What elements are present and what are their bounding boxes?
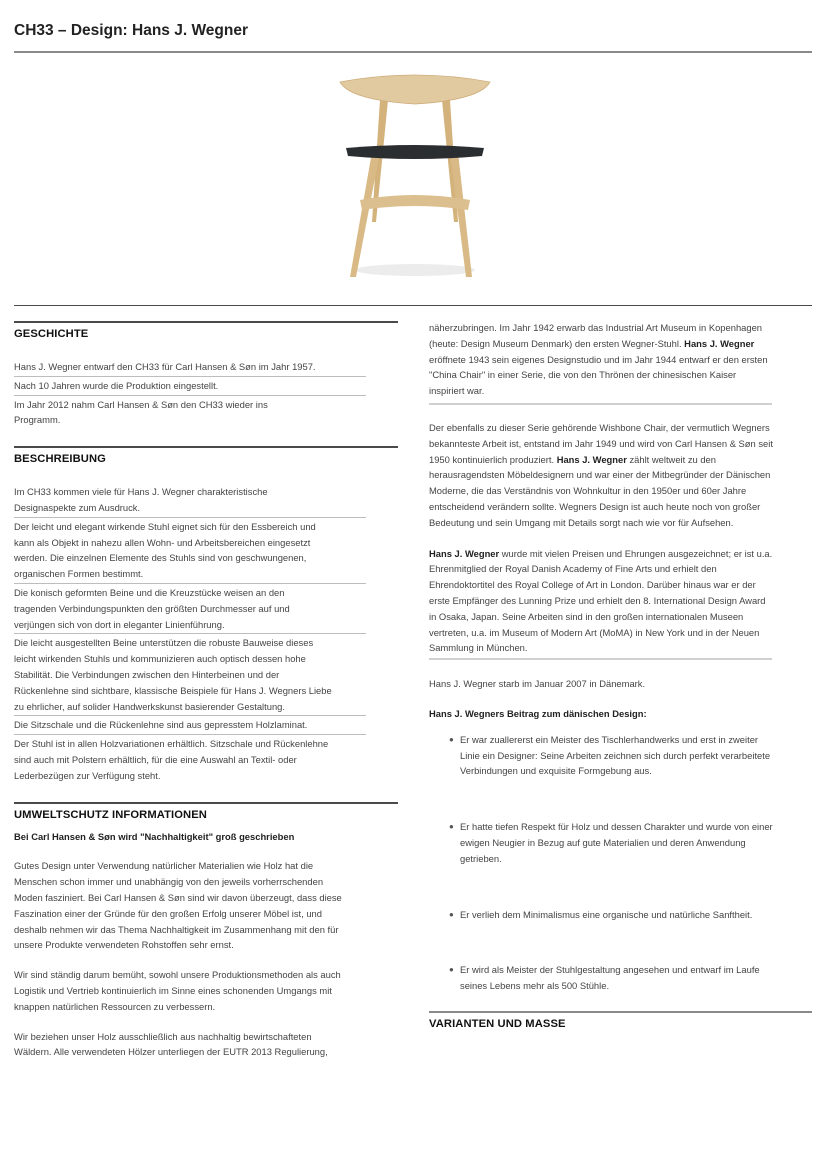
left-column <box>14 321 398 1060</box>
section-heading: BESCHREIBUNG <box>14 453 106 466</box>
page-title: CH33 – Design: Hans J. Wegner <box>14 22 249 39</box>
list-item-text: Er war zuallererst ein Meister des Tischlerhandwerks und erst in zweiter Linie ein Designer: Seine Arbeiten zeichnen sich durch perfekt verarbeitete Verbindungen und exquisite Formgebung aus. <box>460 733 771 777</box>
history-item: Im Jahr 2012 nahm Carl Hansen & Søn den CH33 wieder ins Programm. <box>14 398 268 426</box>
section-beschreibung <box>14 446 398 784</box>
list-item <box>429 907 774 923</box>
designer-text: eröffnete 1943 sein eigenes Designstudio und im Jahr 1944 entwarf er den ersten "China Chair" in einer Serie, die von den Thrönen der chinesischen Kaiser inspiriert war. <box>429 353 768 397</box>
designer-name: Hans J. Wegner <box>556 453 627 465</box>
list-item-text: Er hatte tiefen Respekt für Holz und dessen Charakter und wurde von einer ewigen Neugier in Bezug auf gute Materialien und deren Anwendung getrieben. <box>460 821 773 864</box>
right-column <box>429 320 774 1030</box>
designer-paragraph <box>429 546 774 657</box>
section-rule <box>429 1011 812 1013</box>
section-heading: UMWELTSCHUTZ INFORMATIONEN <box>14 808 207 821</box>
floor-shadow <box>355 264 475 276</box>
description-item: Die konisch geformten Beine und die Kreuzstücke weisen an den tragenden Verbindungspunkten den größten Durchmesser auf und verjüngen sich von dort in eleganter Linienführung. <box>14 586 290 630</box>
description-item: Die leicht ausgestellten Beine unterstützen die robuste Bauweise dieses leicht wirkenden Stuhls und kommunizieren auch optisch dessen hohe Stabilität. Die Verbindungen zwischen den Hinterbeinen und der Rückenlehne sind sichtbare, klassische Beispiele für Hans J. Wegners Liebe zu ehrlicher, auf solider Handwerkskunst basierender Gestaltung. <box>14 637 332 712</box>
section-geschichte <box>14 321 398 429</box>
designer-death-note: Hans J. Wegner starb im Januar 2007 in Dänemark. <box>429 678 646 690</box>
chair-illustration <box>330 72 500 284</box>
backrest <box>340 75 490 104</box>
sustainability-paragraph: Wir sind ständig darum bemüht, sowohl unsere Produktionsmethoden als auch Logistik und Vertrieb kontinuierlich im Sinne eines schonenden Umgangs mit knappen natürlichen Ressourcen zu verbessern. <box>14 969 341 1012</box>
description-item: Der Stuhl ist in allen Holzvariationen erhältlich. Sitzschale und Rückenlehne sind auch mit Polstern erhältlich, für die eine Auswahl an Textil- oder Lederbezügen zur Verfügung steht. <box>14 738 329 781</box>
contribution-heading: Hans J. Wegners Beitrag zum dänischen Design: <box>429 707 647 719</box>
section-rule <box>14 802 398 804</box>
sustainability-paragraph: Gutes Design unter Verwendung natürlicher Materialien wie Holz hat die Menschen schon immer und unabhängig von den jeweils vorherrschenden Moden fasziniert. Bei Carl Hansen & Søn sind wir davon überzeugt, dass diese Faszination einer der Gründe für den großen Erfolg unserer Möbel ist, und deshalb nehmen wir das Thema Nachhaltigkeit im Zusammenhang mit den für unsere Produkte verwendeten Rohstoffen sehr ernst. <box>14 860 342 951</box>
designer-text: wurde mit vielen Preisen und Ehrungen ausgezeichnet; er ist u.a. Ehrenmitglied der Royal Danish Academy of Fine Arts und erhielt den Ehrendoktortitel des Royal College of Art in London. Darüber hinaus war er der erste Empfänger des Lunning Prize und erhielt den 8. International Design Award in Osaka, Japan. Seine Arbeiten sind in den großen internationalen Museen vertreten, u.a. im Museum of Modern Art (MoMA) in New York und in der Neuen Sammlung in München. <box>429 547 773 654</box>
description-item: Im CH33 kommen viele für Hans J. Wegner charakteristische Designaspekte zum Ausdruck. <box>14 486 268 513</box>
section-heading: GESCHICHTE <box>14 328 89 340</box>
list-item <box>429 819 774 866</box>
history-item: Nach 10 Jahren wurde die Produktion eingestellt. <box>14 379 219 391</box>
section-rule <box>14 321 398 323</box>
product-image <box>330 72 500 284</box>
designer-paragraph <box>429 320 774 399</box>
sustainability-paragraph: Wir beziehen unser Holz ausschließlich aus nachhaltig bewirtschafteten Wäldern. Alle verwendeten Hölzer unterliegen der EUTR 2013 Regulierung, <box>14 1030 328 1058</box>
bullet-icon: ● <box>449 734 454 744</box>
bullet-icon: ● <box>449 822 454 832</box>
bullet-icon: ● <box>449 965 454 975</box>
section-subheading: Bei Carl Hansen & Søn wird "Nachhaltigkeit" groß geschrieben <box>14 830 295 842</box>
section-rule <box>14 446 398 448</box>
section-varianten <box>429 1011 774 1030</box>
bullet-icon: ● <box>449 909 454 919</box>
list-item <box>429 962 774 994</box>
section-divider <box>14 305 812 306</box>
list-item-text: Er wird als Meister der Stuhlgestaltung angesehen und entwarf im Laufe seines Lebens mehr als 500 Stühle. <box>460 964 760 992</box>
history-item: Hans J. Wegner entwarf den CH33 für Carl Hansen & Søn im Jahr 1957. <box>14 361 316 372</box>
contribution-list <box>429 732 774 994</box>
designer-name: Hans J. Wegner <box>429 547 500 559</box>
description-item: Der leicht und elegant wirkende Stuhl eignet sich für den Essbereich und kann als Objekt in nahezu allen Wohn- und Arbeitsbereichen eingesetzt werden. Die einzelnen Elemente des Stuhls sind von geschwungenen, organischen Formen bestimmt. <box>14 520 316 580</box>
list-item-text: Er verlieh dem Minimalismus eine organische und natürliche Sanftheit. <box>460 908 753 920</box>
title-divider <box>14 51 812 53</box>
section-umweltschutz <box>14 802 398 1061</box>
designer-name: Hans J. Wegner <box>684 337 755 349</box>
seat-cushion <box>346 145 484 159</box>
designer-text: Der ebenfalls zu dieser Serie gehörende Wishbone Chair, der vermutlich Wegners bekannteste Arbeit ist, entstand im Jahr 1949 und wird von Carl Hansen & Søn seit 1950 kontinuierlich produziert. <box>429 421 773 465</box>
section-heading: VARIANTEN UND MASSE <box>429 1017 566 1030</box>
designer-text: näherzubringen. Im Jahr 1942 erwarb das Industrial Art Museum in Kopenhagen (heute: Design Museum Denmark) den ersten Wegner-Stuhl. <box>429 322 763 349</box>
description-item: Die Sitzschale und die Rückenlehne sind aus gepresstem Holzlaminat. <box>14 719 308 731</box>
designer-text: zählt weltweit zu den herausragendsten Möbeldesignern und war einer der Mitbegründer der Dänischen Moderne, die das Verständnis von Wohnkultur in den 1950er und 60er Jahre entscheidend verändern sollte. Wegners Design ist auch heute noch von großer Bedeutung und sein Umgang mit Details sorgt nach wie vor für Aufsehen. <box>429 453 771 528</box>
list-item <box>429 732 774 779</box>
designer-paragraph <box>429 420 774 531</box>
